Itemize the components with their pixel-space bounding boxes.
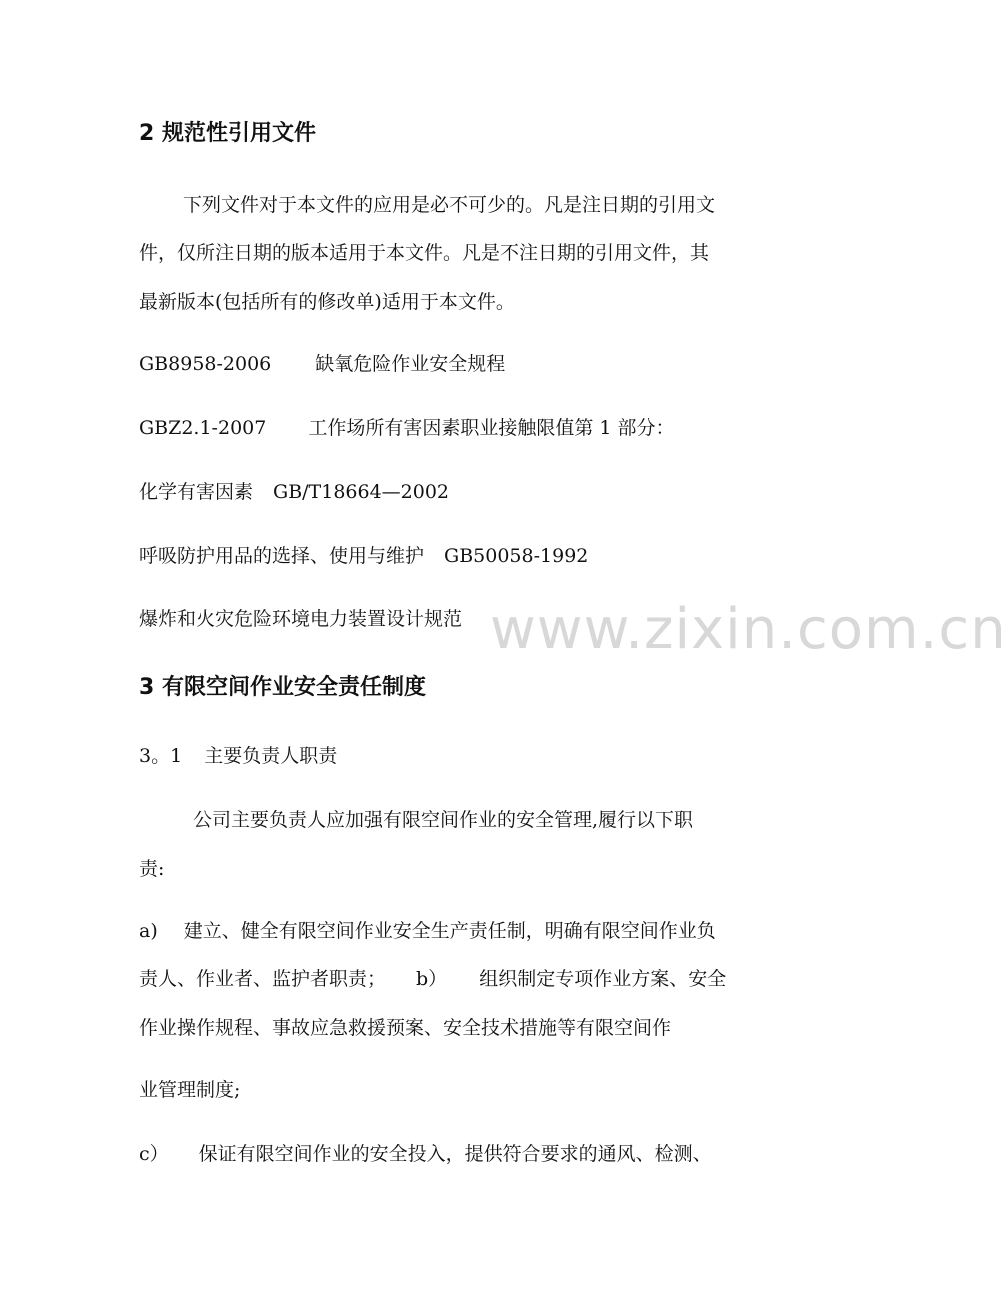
item-b-label: b） — [416, 968, 448, 990]
duty-paragraph-line-1: 公司主要负责人应加强有限空间作业的安全管理,履行以下职 — [193, 809, 694, 831]
item-a-line-2: 责人、作业者、监护者职责； b） 组织制定专项作业方案、安全 — [139, 968, 727, 990]
intro-line-2: 件，仅所注日期的版本适用于本文件。凡是不注日期的引用文件，其 — [139, 242, 710, 264]
item-c-label: c） — [139, 1143, 169, 1165]
reference-item — [139, 479, 449, 505]
section-2-heading: 2 规范性引用文件 — [139, 121, 316, 146]
reference-code: GB50058-1992 — [444, 545, 589, 567]
section-3-heading: 3 有限空间作业安全责任制度 — [139, 675, 426, 700]
reference-title: 工作场所有害因素职业接触限值第 1 部分： — [308, 417, 675, 439]
item-b-line-3: 作业操作规程、事故应急救援预案、安全技术措施等有限空间作 — [139, 1017, 672, 1039]
item-a-line-1: a) 建立、健全有限空间作业安全生产责任制，明确有限空间作业负 — [139, 920, 716, 942]
subsection-title: 主要负责人职责 — [204, 745, 338, 767]
reference-item — [139, 351, 505, 377]
reference-code: GBZ2.1-2007 — [139, 417, 267, 439]
intro-line-1: 下列文件对于本文件的应用是必不可少的。凡是注日期的引用文 — [183, 194, 716, 216]
reference-title: 化学有害因素 — [139, 481, 254, 503]
item-b-line-4: 业管理制度; — [139, 1079, 241, 1101]
reference-item: 爆炸和火灾危险环境电力装置设计规范 — [139, 608, 463, 630]
reference-code: GB/T18664—2002 — [273, 481, 450, 503]
item-c-line-1: c） 保证有限空间作业的安全投入，提供符合要求的通风、检测、 — [139, 1143, 712, 1165]
subsection-number: 3。1 — [139, 745, 183, 767]
reference-code: GB8958-2006 — [139, 353, 272, 375]
intro-line-3: 最新版本(包括所有的修改单)适用于本文件。 — [139, 291, 515, 313]
duty-paragraph-line-2: 责: — [139, 858, 165, 880]
reference-item — [139, 415, 675, 441]
reference-item — [139, 543, 588, 569]
item-a-label: a) — [139, 920, 158, 942]
watermark: www.zixin.com.cn — [490, 597, 1007, 662]
subsection-3-1 — [139, 743, 337, 769]
reference-title: 呼吸防护用品的选择、使用与维护 — [139, 545, 425, 567]
reference-title: 缺氧危险作业安全规程 — [315, 353, 506, 375]
